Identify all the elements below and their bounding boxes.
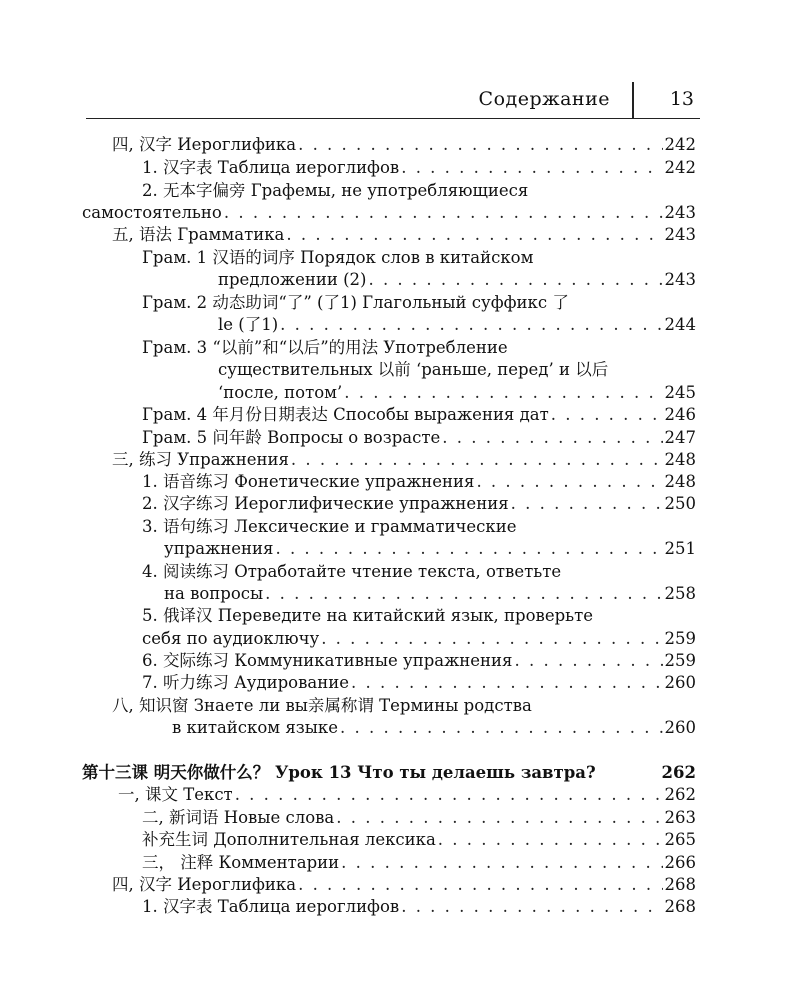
toc-entry-page: 246 [664, 405, 696, 424]
toc-entry-label: в китайском языке [172, 718, 338, 737]
dot-leader [298, 133, 662, 157]
toc-entry-page: 245 [664, 383, 696, 402]
toc-entry-page: 251 [664, 539, 696, 558]
toc-entry[interactable] [142, 649, 696, 673]
toc-entry-label: 四, 汉字 Иероглифика [112, 135, 297, 154]
toc-entry[interactable] [82, 201, 696, 225]
toc-entry-line[interactable]: Грам. 2 动态助词“了” (了1) Глагольный суффикс 了 [142, 293, 569, 312]
toc-entry-label: предложении (2) [218, 270, 367, 289]
toc-entry-label: ‘после, потом’ [218, 383, 343, 402]
lesson-page: 262 [661, 763, 696, 782]
dot-leader [275, 537, 662, 561]
toc-entry-label: 6. 交际练习 Коммуникативные упражнения [142, 651, 513, 670]
dot-leader [336, 806, 662, 830]
toc-entry[interactable] [112, 133, 696, 157]
toc-entry[interactable] [142, 828, 696, 852]
toc-entry[interactable] [164, 537, 696, 561]
toc-entry[interactable] [172, 716, 696, 740]
toc-entry-label: 三, 练习 Упражнения [112, 450, 289, 469]
dot-leader [340, 716, 663, 740]
dot-leader [286, 223, 662, 247]
toc-entry-line[interactable]: существительных 以前 ‘раньше, перед’ и 以后 [218, 360, 609, 379]
toc-entry-line[interactable]: 4. 阅读练习 Отработайте чтение текста, ответьте [142, 562, 562, 581]
toc-entry-page: 260 [664, 718, 696, 737]
toc-entry-page: 243 [664, 270, 696, 289]
toc-entry-label: 四, 汉字 Иероглифика [112, 875, 297, 894]
toc-entry[interactable] [218, 268, 696, 292]
dot-leader [476, 470, 662, 494]
toc-entry[interactable] [142, 470, 696, 494]
toc-entry-label: 2. 汉字练习 Иероглифические упражнения [142, 494, 509, 513]
toc-entry-label: Грам. 5 问年龄 Вопросы о возрасте [142, 428, 441, 447]
toc-entry[interactable] [164, 582, 696, 606]
toc-entry-page: 244 [664, 315, 696, 334]
toc-entry-label: самостоятельно [82, 203, 222, 222]
dot-leader [298, 873, 662, 897]
toc-entry-page: 258 [664, 584, 696, 603]
toc-entry-label: 1. 汉字表 Таблица иероглифов [142, 158, 400, 177]
dot-leader [401, 156, 662, 180]
toc-entry-page: 242 [664, 158, 696, 177]
page-number: 13 [669, 88, 694, 110]
toc-entry[interactable] [142, 627, 696, 651]
toc-entry-page: 259 [664, 651, 696, 670]
dot-leader [401, 895, 662, 919]
dot-leader [341, 851, 662, 875]
toc-entry-page: 250 [664, 494, 696, 513]
toc-entry[interactable] [142, 403, 696, 427]
dot-leader [291, 448, 663, 472]
toc-entry-label: 二, 新词语 Новые слова [142, 808, 335, 827]
toc-entry[interactable] [142, 492, 696, 516]
toc-entry-line[interactable]: 3. 语句练习 Лексические и грамматические [142, 517, 517, 536]
header-title: Содержание [478, 88, 610, 110]
toc-entry-label: себя по аудиоключу [142, 629, 320, 648]
toc-entry-line[interactable]: 5. 俄译汉 Переведите на китайский язык, проверьте [142, 606, 594, 625]
toc-entry-page: 242 [664, 135, 696, 154]
toc-entry[interactable] [112, 873, 696, 897]
toc-entry-label: 三， 注释 Комментарии [142, 853, 340, 872]
toc-entry[interactable] [142, 806, 696, 830]
toc-entry-line[interactable]: 八, 知识窗 Знаете ли вы亲属称谓 Термины родства [112, 696, 532, 715]
toc-entry-page: 266 [664, 853, 696, 872]
dot-leader [280, 313, 662, 337]
toc-entry-page: 248 [664, 450, 696, 469]
toc-entry[interactable] [142, 156, 696, 180]
dot-leader [235, 783, 663, 807]
toc-entry-label: 7. 听力练习 Аудирование [142, 673, 349, 692]
toc-entry[interactable] [118, 783, 696, 807]
toc-entry-page: 268 [664, 897, 696, 916]
dot-leader [351, 671, 663, 695]
dot-leader [511, 492, 663, 516]
toc-entry-page: 262 [664, 785, 696, 804]
toc-entry-label: упражнения [164, 539, 274, 558]
dot-leader [438, 828, 663, 852]
toc-entry[interactable] [142, 426, 696, 450]
toc-entry-page: 243 [664, 203, 696, 222]
toc-entry-page: 248 [664, 472, 696, 491]
toc-entry-label: 一, 课文 Текст [118, 785, 233, 804]
toc-entry-page: 243 [664, 225, 696, 244]
toc-entry-line[interactable]: 2. 无本字偏旁 Графемы, не употребляющиеся [142, 181, 529, 200]
toc-entry-label: на вопросы [164, 584, 264, 603]
toc-entry-page: 265 [664, 830, 696, 849]
toc-entry[interactable] [218, 381, 696, 405]
toc-entry-label: 补充生词 Дополнительная лексика [142, 830, 436, 849]
toc-entry[interactable] [112, 448, 696, 472]
toc-entry-label: le (了1) [218, 315, 279, 334]
dot-leader [551, 403, 663, 427]
dot-leader [224, 201, 663, 225]
dot-leader [344, 381, 662, 405]
toc-entry-line[interactable]: Грам. 3 “以前”和“以后”的用法 Употребление [142, 338, 508, 357]
toc-entry-line[interactable]: Грам. 1 汉语的词序 Порядок слов в китайском [142, 248, 534, 267]
dot-leader [321, 627, 662, 651]
lesson-title: 第十三课 明天你做什么？ Урок 13 Что ты делаешь завтра? [82, 763, 596, 782]
dot-leader [442, 426, 662, 450]
toc-entry-page: 268 [664, 875, 696, 894]
toc-entry[interactable] [142, 895, 696, 919]
toc-entry-label: 五, 语法 Грамматика [112, 225, 285, 244]
toc-entry-page: 260 [664, 673, 696, 692]
toc-entry[interactable] [112, 223, 696, 247]
toc-entry-label: 1. 语音练习 Фонетические упражнения [142, 472, 475, 491]
dot-leader [368, 268, 662, 292]
toc-entry-page: 247 [664, 428, 696, 447]
dot-leader [265, 582, 662, 606]
toc-entry-page: 259 [664, 629, 696, 648]
toc-entry-page: 263 [664, 808, 696, 827]
dot-leader [514, 649, 662, 673]
toc-entry[interactable] [142, 851, 696, 875]
toc-entry[interactable] [218, 313, 696, 337]
toc-entry[interactable] [142, 671, 696, 695]
toc-entry-label: 1. 汉字表 Таблица иероглифов [142, 897, 400, 916]
toc-entry-label: Грам. 4 年月份日期表达 Способы выражения дат [142, 405, 549, 424]
